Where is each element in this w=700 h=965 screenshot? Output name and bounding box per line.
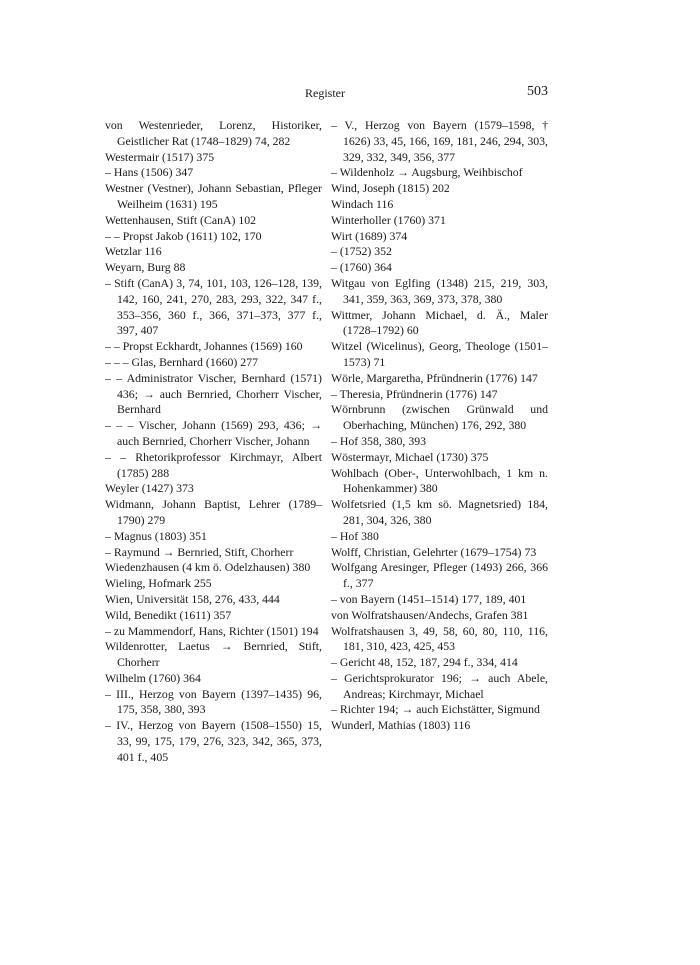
index-entry: Widmann, Johann Baptist, Lehrer (1789–1790) 279 [105, 497, 322, 527]
index-entry: Wolfgang Aresinger, Pfleger (1493) 266, 366 f., 377 [331, 560, 548, 591]
index-entry: – Wildenholz → Augsburg, Weihbischof [331, 165, 523, 180]
running-title: Register [305, 86, 345, 100]
index-entry: Windach 116 [331, 196, 394, 211]
index-entry: Wolfratshausen 3, 49, 58, 60, 80, 110, 116, 181, 310, 423, 425, 453 [331, 623, 548, 654]
index-entry: – V., Herzog von Bayern (1579–1598, † 1626) 33, 45, 166, 169, 181, 246, 294, 303, 329, 332, 349, 356, 377 [331, 118, 548, 164]
index-entry: Wolff, Christian, Gelehrter (1679–1754) 73 [331, 544, 537, 559]
index-entry: Wind, Joseph (1815) 202 [331, 181, 450, 196]
index-entry: Witgau von Eglfing (1348) 215, 219, 303, 341, 359, 363, 369, 373, 378, 380 [331, 275, 548, 306]
page-number: 503 [527, 84, 548, 99]
index-entry: – – – Vischer, Johann (1569) 293, 436; → auch Bernried, Chorherr Vischer, Johann [105, 418, 322, 448]
index-entry: Wettenhausen, Stift (CanA) 102 [105, 212, 257, 227]
index-entry: – Raymund → Bernried, Stift, Chorherr [105, 544, 294, 559]
index-entry: von Westenrieder, Lorenz, Historiker, Geistlicher Rat (1748–1829) 74, 282 [105, 118, 322, 148]
index-column-right [331, 118, 548, 734]
index-entry: – – Administrator Vischer, Bernhard (1571) 436; → auch Bernried, Chorherr Vischer, Bernhard [105, 370, 322, 417]
index-entry: Wien, Universität 158, 276, 433, 444 [105, 591, 280, 606]
index-entry: – Gerichtsprokurator 196; → auch Abele, Andreas; Kirchmayr, Michael [331, 670, 548, 701]
index-entry: – (1752) 352 [331, 244, 392, 259]
index-entry: Wolfetsried (1,5 km sö. Magnetsried) 184, 281, 304, 326, 380 [331, 497, 548, 527]
index-entry: Witzel (Wicelinus), Georg, Theologe (1501–1573) 71 [331, 339, 548, 369]
index-entry: Wildenrotter, Laetus → Bernried, Stift, Chorherr [105, 639, 322, 670]
index-entry: Weyarn, Burg 88 [105, 260, 186, 275]
index-entry: – Theresia, Pfründnerin (1776) 147 [331, 386, 498, 401]
index-entry: Wöstermayr, Michael (1730) 375 [331, 449, 489, 464]
index-entry: – Gericht 48, 152, 187, 294 f., 334, 414 [331, 655, 518, 670]
index-entry: Wohlbach (Ober-, Unterwohlbach, 1 km n. Hohenkammer) 380 [331, 465, 548, 496]
index-entry: Wörle, Margaretha, Pfründnerin (1776) 147 [331, 370, 538, 385]
index-entry: – – Rhetorikprofessor Kirchmayr, Albert (1785) 288 [105, 449, 322, 480]
index-entry: Wirt (1689) 374 [331, 228, 408, 243]
index-entry: Wetzlar 116 [105, 244, 162, 259]
index-entry: Wittmer, Johann Michael, d. Ä., Maler (1728–1792) 60 [331, 307, 548, 338]
index-entry: – Hof 380 [331, 528, 379, 543]
index-entry: – Richter 194; → auch Eichstätter, Sigmund [331, 702, 540, 717]
index-entry: Wörnbrunn (zwischen Grünwald und Oberhaching, München) 176, 292, 380 [331, 402, 548, 433]
index-entry: – Magnus (1803) 351 [105, 528, 207, 543]
index-entry: Wunderl, Mathias (1803) 116 [331, 718, 471, 733]
index-entry: – von Bayern (1451–1514) 177, 189, 401 [331, 591, 527, 606]
index-entry: Weyler (1427) 373 [105, 481, 194, 496]
index-entry: – Stift (CanA) 3, 74, 101, 103, 126–128, 139, 142, 160, 241, 270, 283, 293, 322, 347 f., 353–356, 360 f., 366, 371–373, 377 f., 397, 407 [105, 275, 322, 338]
index-entry: – III., Herzog von Bayern (1397–1435) 96, 175, 358, 380, 393 [105, 686, 322, 717]
index-entry: – Hof 358, 380, 393 [331, 433, 427, 448]
index-column-left [105, 118, 322, 766]
index-entry: – IV., Herzog von Bayern (1508–1550) 15, 33, 99, 175, 179, 276, 323, 342, 365, 373, 401 f., 405 [105, 718, 322, 764]
index-entry: Wiedenzhausen (4 km ö. Odelzhausen) 380 [105, 560, 311, 575]
index-entry: – – – Glas, Bernhard (1660) 277 [105, 354, 259, 369]
index-entry: Wieling, Hofmark 255 [105, 576, 212, 591]
index-entry: Westner (Vestner), Johann Sebastian, Pfleger Weilheim (1631) 195 [105, 181, 322, 211]
index-entry: von Wolfratshausen/Andechs, Grafen 381 [331, 607, 529, 622]
index-entry: – (1760) 364 [331, 260, 392, 275]
index-entry: Wilhelm (1760) 364 [105, 670, 201, 685]
index-entry: – – Propst Eckhardt, Johannes (1569) 160 [105, 339, 303, 354]
index-entry: Westermair (1517) 375 [105, 149, 215, 164]
index-entry: – Hans (1506) 347 [105, 165, 194, 180]
index-entry: Winterholler (1760) 371 [331, 212, 446, 227]
index-entry: – – Propst Jakob (1611) 102, 170 [105, 228, 262, 243]
page-header [0, 86, 700, 106]
index-entry: – zu Mammendorf, Hans, Richter (1501) 194 [105, 623, 319, 638]
index-entry: Wild, Benedikt (1611) 357 [105, 607, 232, 622]
